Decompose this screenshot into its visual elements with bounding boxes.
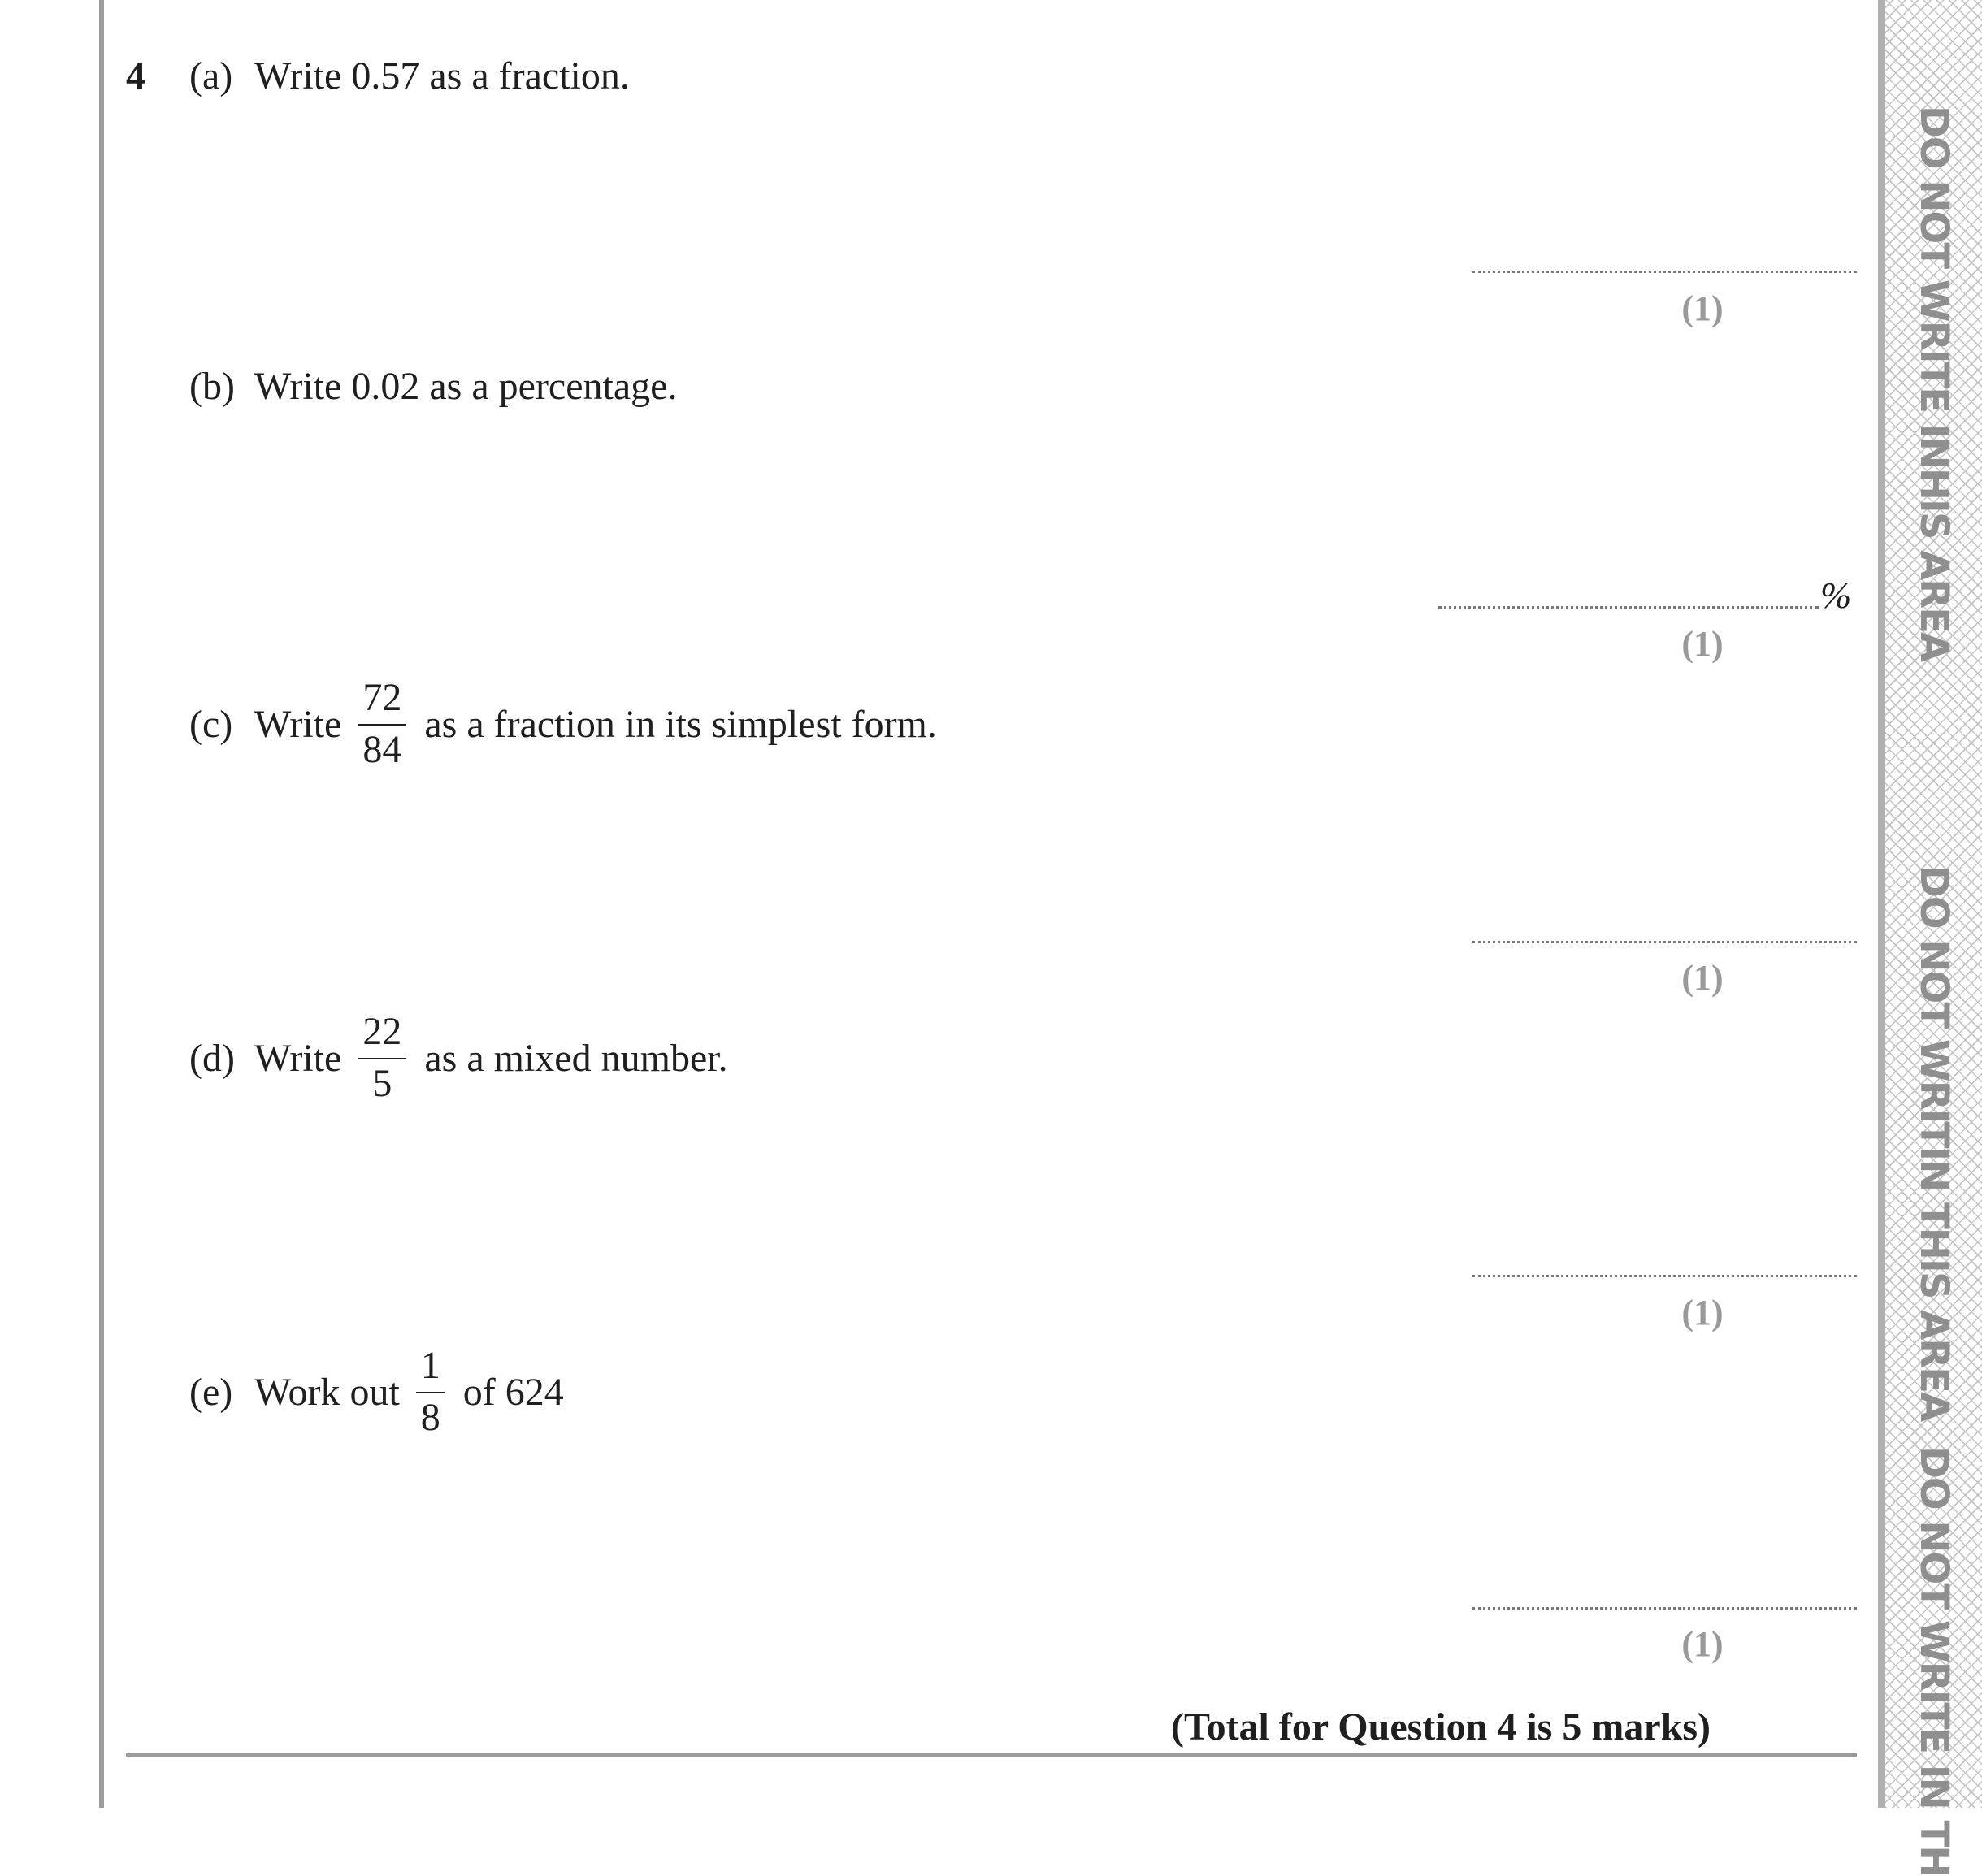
part-text: Write 0.57 as a fraction. [254,54,630,97]
answer-line-c[interactable] [1472,941,1857,943]
page-left-border [99,0,104,1808]
part-text-after: as a mixed number. [424,1036,728,1080]
page-right-border [1878,0,1885,1808]
question-total: (Total for Question 4 is 5 marks) [1170,1705,1711,1748]
question-part-e [189,1346,564,1437]
part-label: (b) [189,365,235,408]
part-label: (d) [189,1036,235,1080]
margin-notice-2: DO NOT WRITIN THIS AREA [1911,865,1957,1421]
fraction-22-5 [358,1012,406,1103]
part-label: (e) [189,1370,233,1414]
question-part-c [189,678,937,769]
fraction-denominator: 8 [420,1396,440,1439]
question-end-rule [126,1753,1857,1757]
fraction-1-8 [416,1346,445,1437]
part-text-before: Work out [254,1370,400,1414]
answer-line-a[interactable] [1472,271,1857,273]
margin-notice-1: DO NOT WRITE INHIS AREA [1911,106,1957,661]
fraction-numerator: 22 [358,1012,406,1059]
marks-c: (1) [1681,958,1724,998]
fraction-denominator: 5 [372,1062,392,1105]
fraction-72-84 [358,678,406,769]
part-label: (a) [189,54,233,97]
part-text-after: as a fraction in its simplest form. [424,702,937,746]
fraction-denominator: 84 [362,728,402,771]
marks-e: (1) [1681,1624,1724,1664]
margin-notice-3: DO NOT WRITE IN TH [1911,1446,1957,1876]
question-part-d [189,1012,728,1103]
question-number: 4 [126,54,145,97]
part-text-before: Write [254,1036,342,1080]
marks-b: (1) [1681,624,1724,664]
part-text-before: Write [254,702,342,746]
marks-a: (1) [1681,288,1724,328]
answer-line-d[interactable] [1472,1275,1857,1277]
part-text-after: of 624 [462,1370,564,1414]
question-part-b [189,364,677,409]
fraction-numerator: 1 [416,1346,445,1393]
fraction-numerator: 72 [358,678,406,726]
question-part-a [189,54,630,98]
marks-d: (1) [1681,1293,1724,1332]
part-text: Write 0.02 as a percentage. [254,365,678,408]
part-label: (c) [189,702,233,746]
answer-line-e[interactable] [1472,1607,1857,1610]
answer-line-b[interactable] [1438,606,1819,609]
percent-unit: % [1820,574,1852,616]
